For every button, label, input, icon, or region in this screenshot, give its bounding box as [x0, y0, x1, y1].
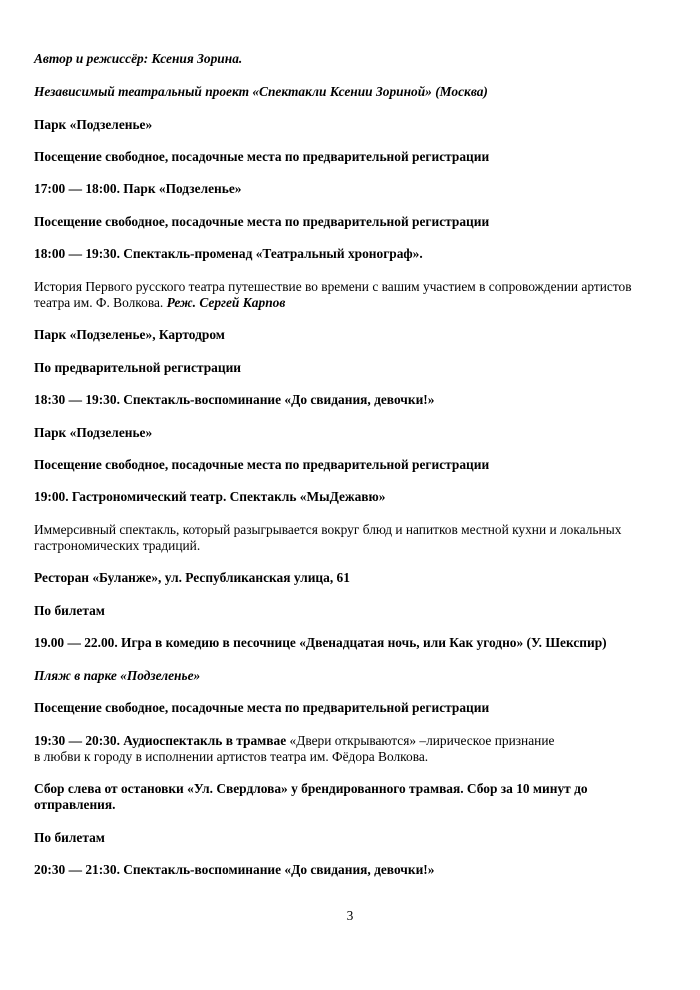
venue-line: Ресторан «Буланже», ул. Республиканская улица, 61: [34, 570, 350, 585]
venue-line: Парк «Подзеленье»: [34, 117, 153, 132]
venue-line: Парк «Подзеленье», Картодром: [34, 327, 225, 342]
description-line: Иммерсивный спектакль, который разыгрывается вокруг блюд и напитков местной кухни и локальных: [34, 522, 622, 537]
description-line: [34, 295, 674, 311]
admission-line: По билетам: [34, 830, 105, 845]
description-line: гастрономических традиций.: [34, 538, 201, 553]
meeting-point-line: Сбор слева от остановки «Ул. Свердлова» у брендированного трамвая. Сбор за 10 минут до: [34, 781, 588, 796]
description-line: [34, 733, 674, 749]
schedule-heading: 18:00 — 19:30. Спектакль-променад «Театральный хронограф».: [34, 246, 423, 261]
schedule-heading: 20:30 — 21:30. Спектакль-воспоминание «До свидания, девочки!»: [34, 862, 435, 877]
event-description: [34, 733, 674, 765]
description-text: театра им. Ф. Волкова.: [34, 295, 164, 310]
director-credit: Реж. Сергей Карпов: [166, 295, 286, 310]
description-line: в любви к городу в исполнении артистов театра им. Фёдора Волкова.: [34, 749, 429, 764]
description-text: «Двери открываются» –лирическое признание: [286, 733, 555, 748]
admission-line: Посещение свободное, посадочные места по предварительной регистрации: [34, 457, 490, 472]
schedule-heading: 18:30 — 19:30. Спектакль-воспоминание «До свидания, девочки!»: [34, 392, 435, 407]
meeting-point-line: отправления.: [34, 797, 116, 812]
admission-line: Посещение свободное, посадочные места по предварительной регистрации: [34, 214, 490, 229]
project-line: Независимый театральный проект «Спектакли Ксении Зориной» (Москва): [34, 84, 488, 99]
author-line: Автор и режиссёр: Ксения Зорина.: [34, 51, 243, 66]
venue-line: Пляж в парке «Подзеленье»: [34, 668, 201, 683]
event-description: [34, 279, 674, 311]
page-number: 3: [346, 908, 354, 923]
description-line: История Первого русского театра путешествие во времени с вашим участием в сопровождении артистов: [34, 279, 632, 294]
venue-line: Парк «Подзеленье»: [34, 425, 153, 440]
admission-line: По предварительной регистрации: [34, 360, 241, 375]
schedule-heading: 19.00 — 22.00. Игра в комедию в песочнице «Двенадцатая ночь, или Как угодно» (У. Шекспир): [34, 635, 607, 650]
admission-line: Посещение свободное, посадочные места по предварительной регистрации: [34, 700, 490, 715]
schedule-heading: 19:00. Гастрономический театр. Спектакль «МыДежавю»: [34, 489, 386, 504]
event-description: [34, 522, 674, 554]
admission-line: Посещение свободное, посадочные места по предварительной регистрации: [34, 149, 490, 164]
schedule-heading: 17:00 — 18:00. Парк «Подзеленье»: [34, 181, 242, 196]
admission-line: По билетам: [34, 603, 105, 618]
meeting-point: [34, 781, 674, 813]
schedule-heading: 19:30 — 20:30. Аудиоспектакль в трамвае: [34, 733, 287, 748]
